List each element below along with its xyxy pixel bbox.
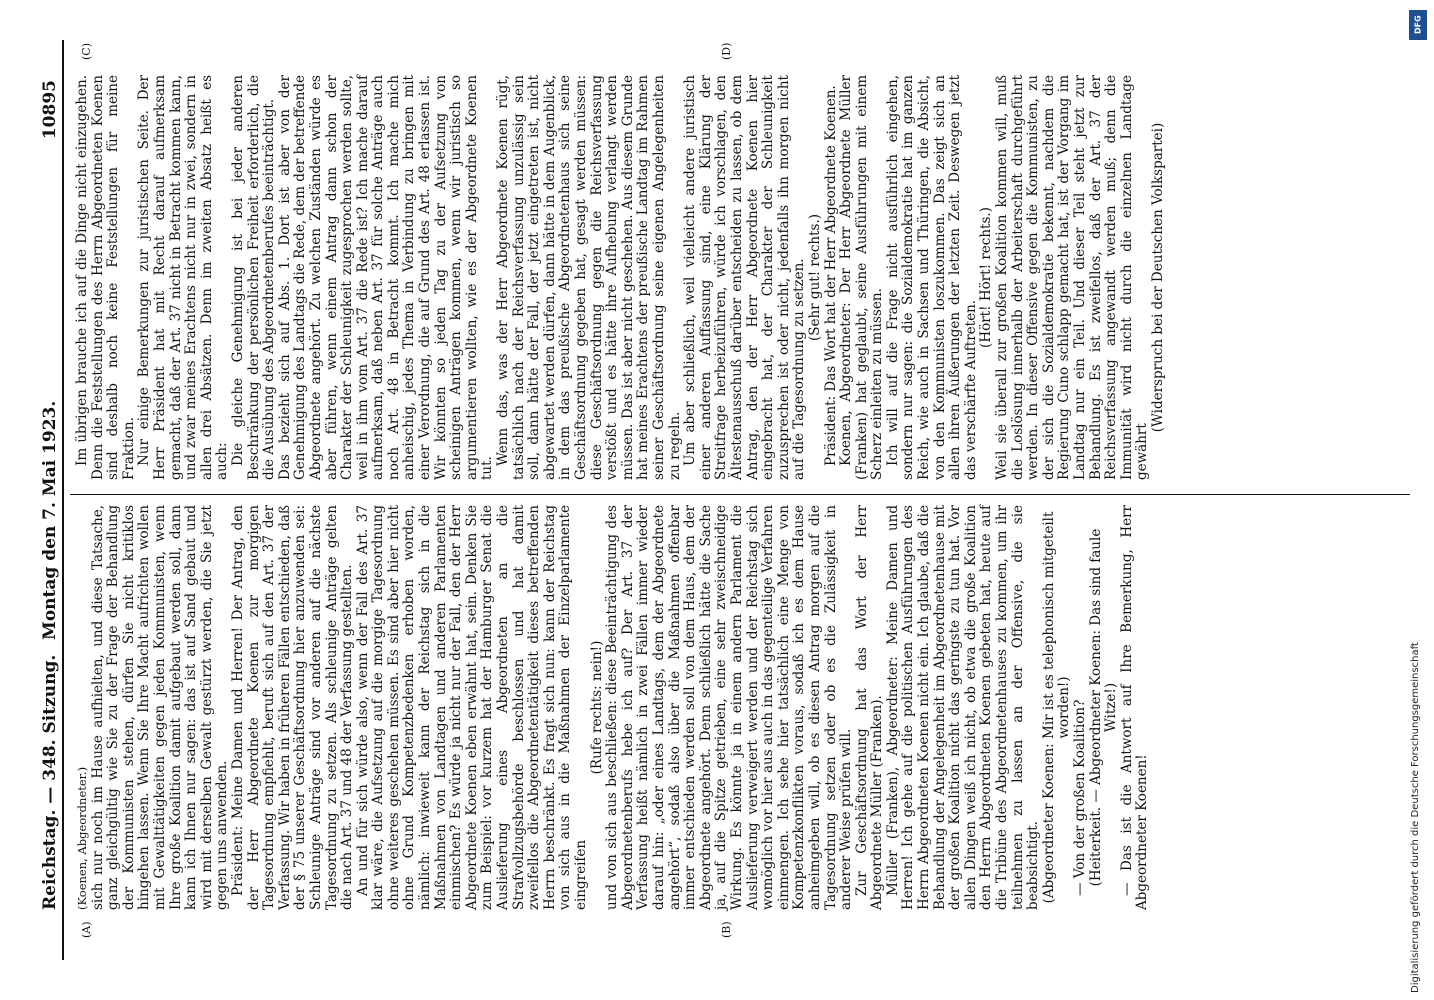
paragraph: Nur einige Bemerkungen zur juristischen Seite. Der Herr Präsident hat mit Recht darauf aufmerksam gemacht, daß der Art. 37 nicht in Betracht kommen kann, und zwar meines Erachtens nicht nur in zwei, sondern in allen drei Absätzen. Denn im zweiten Absatz heißt es auch: [136, 75, 231, 480]
digitization-imprint [1408, 8, 1430, 993]
imprint-text: Digitalisierung gefördert durch die Deutsche Forschungsgemeinschaft [1410, 642, 1421, 993]
margin-marker-d: (D) [720, 42, 733, 60]
paragraph: Zur Geschäftsordnung hat das Wort der Herr Abgeordnete Müller (Franken). [853, 505, 886, 910]
running-head-left: Reichstag. — 348. Sitzung. [40, 654, 60, 910]
paragraph: Ich will auf die Frage nicht ausführlich eingehen, sondern nur sagen: die Sozialdemokratie hat im ganzen Reich, wie auch in Sachsen und Thüringen, die Absicht, von den Kommunisten loszukommen. Das zeigt sich an allen ihren Äußerungen der letzten Zeit. Deswegen jetzt das verschärfte Auftreten. [884, 75, 979, 480]
speaker-note: (Koenen, Abgeordneter.) [75, 766, 89, 910]
interjection: (Sehr gut! rechts.) [806, 213, 823, 342]
right-column [75, 75, 1167, 480]
margin-marker-b: (B) [720, 921, 733, 938]
page-number: 10895 [40, 80, 60, 140]
paragraph: Um aber schließlich, weil vielleicht andere juristisch einer anderen Auffassung sind, eine Klärung der Streitfrage herbeizuführen, würde ich vorschlagen, den Ältestenausschuß darüber entscheiden zu lassen, ob dem Antrag, den der Herr Abgeordnete Koenen hier eingebracht hat, der Charakter der Schleunigkeit zuzusprechen ist oder nicht, jedenfalls ihn morgen nicht auf die Tagesordnung zu setzen. [682, 75, 808, 480]
quotation: Die gleiche Genehmigung ist bei jeder anderen Beschränkung der persönlichen Freiheit erforderlich, die die Ausübung des Abgeordnetenberufes beeinträchtigt. [229, 75, 278, 480]
header-rule [62, 40, 64, 960]
paragraph: Koenen, Abgeordneter: Der Herr Abgeordnete Müller (Franken) hat geglaubt, seine Ausführungen mit einem Scherz einleiten zu müssen. [838, 75, 886, 480]
margin-marker-a: (A) [80, 921, 93, 938]
interjection: (Widerspruch bei der Deutschen Volkspartei) [1149, 122, 1166, 433]
paragraph: — Das ist die Antwort auf Ihre Bemerkung, Herr Abgeordneter Koenen! [1118, 505, 1151, 910]
paragraph: Müller (Franken), Abgeordneter: Meine Damen und Herren! Ich gehe auf die politischen Ausführungen des Herrn Abgeordneten Koenen nicht ein. Ich glaube, daß die Behandlung der Angelegenheit im Abgeordnetenhause mit der großen Koalition nicht das geringste zu tun hat. Vor allen Dingen weiß ich nicht, ob etwa die große Koalition den Herrn Abgeordneten Koenen gebeten hat, heute auf die Tribüne des Abgeordnetenhauses zu kommen, um ihr teilnehmen zu lassen an der Offensive, die sie beabsichtigt. [884, 505, 1042, 910]
margin-marker-c: (C) [80, 43, 93, 60]
interjection: (Heiterkeit. — Abgeordneter Koenen: Das sind faule Witze!) [1087, 528, 1120, 887]
paragraph: Wenn das, was der Herr Abgeordnete Koenen rügt, tatsächlich nach der Reichsverfassung unzulässig sein soll, dann hätte der Fall, der jetzt eingetreten ist, nicht abgewartet werden dürfen, dann hätte in dem Augenblick, in dem das preußische Abgeordnetenhaus sich seine Geschäftsordnung gegeben hat, gesagt werden müssen: diese Geschäftsordnung gegen die Reichsverfassung verstößt und es hätte ihre Aufhebung verlangt werden müssen. Das ist aber nicht geschehen. Aus diesem Grunde hat meines Erachtens der preußische Landtag im Rahmen seiner Geschäftsordnung seine eigenen Angelegenheiten zu regeln. [495, 75, 683, 480]
paragraph: — Von der großen Koalition? [1072, 699, 1088, 896]
dfg-logo: DFG [1409, 10, 1427, 40]
running-head-date: Montag den 7. Mai 1923. [40, 400, 60, 640]
paragraph: sich nur noch im Hause aufhielten, und diese Tatsache, ganz gleichgültig wie Sie zu der Frage der Behandlung der Kommunisten stehen, dürfen Sie nicht kritiklos hingehen lassen. Wenn Sie Ihre Macht aufrichten wollen mit Gewalttätigkeiten gegen jeden Kommunisten, wenn Ihre große Koalition damit aufgebaut werden soll, dann kann ich Ihnen nur sagen: das ist auf Sand gebaut und wird mit derselben Gewalt gestürzt werden, die Sie jetzt gegen uns anwenden. [89, 505, 231, 910]
interjection: (Rufe rechts: nein!) [588, 640, 605, 775]
interjection: (Abgeordneter Koenen: Mir ist es telephonisch mitgeteilt worden!) [1040, 511, 1073, 904]
left-column [75, 505, 1151, 910]
paragraph: Präsident: Meine Damen und Herren! Der Antrag, den der Herr Abgeordnete Koenen zur morgigen Tagesordnung empfiehlt, beruft sich auf den Art. 37 der Verfassung. Wir haben in früheren Fällen entschieden, daß der § 75 unserer Geschäftsordnung hier anzuwenden sei: Schleunige Anträge sind vor anderen auf die nächste Tagesordnung zu setzen. Als schleunige Anträge gelten die nach Art. 37 und 48 der Verfassung gestellten. [229, 505, 356, 910]
interjection: (Hört! Hört! rechts.) [978, 207, 995, 348]
paragraph: An und für sich würde also, wenn der Fall des Art. 37 klar wäre, die Aufsetzung auf die morgige Tagesordnung ohne weiteres geschehen müssen. Es sind aber hier nicht ohne Grund Kompetenzbedenken erhoben worden, nämlich: inwieweit kann der Reichstag sich in die Maßnahmen von Landtagen und anderen Parlamenten einmischen? Es würde ja nicht nur der Fall, den der Herr Abgeordnete Koenen eben erwähnt hat, sein. Denken Sie zum Beispiel: vor kurzem hat der Hamburger Senat die Auslieferung eines Abgeordneten an die Strafvollzugsbehörde beschlossen und hat damit zweifellos die Abgeordnetentätigkeit dieses betreffenden Herrn beschränkt. Es fragt sich nun: kann der Reichstag von sich aus in die Maßnahmen der Einzelparlamente eingreifen [354, 505, 589, 910]
paragraph: Das bezieht sich auf Abs. 1. Dort ist aber von der Genehmigung des Landtags die Rede, dem der betreffende Abgeordnete angehört. Zu welchen Zuständen würde es aber führen, wenn einem Antrag dann schon der Charakter der Schleunigkeit zugesprochen werden sollte, weil in ihm vom Art. 37 die Rede ist? Ich mache darauf aufmerksam, daß neben Art. 37 für solche Anträge auch noch Art. 48 in Betracht kommt. Ich mache mich anheischig, jedes Thema in Verbindung zu bringen mit einer Verordnung, die auf Grund des Art. 48 erlassen ist. Wir könnten so jeden Tag zu der Aufsetzung von scheinigen Anträgen kommen, wenn wir juristisch so argumentieren wollten, wie es der Abgeordnete Koenen tut. [276, 75, 496, 480]
paragraph: Präsident: Das Wort hat der Herr Abgeordnete Koenen. [822, 85, 839, 466]
paragraph: und von sich aus beschließen: diese Beeinträchtigung des Abgeordnetenberufs hebe ich auf? Der Art. 37 der Verfassung heißt nämlich in zwei Fällen immer wieder darauf hin: „oder eines Landtags, dem der Abgeordnete angehört“, sodaß also über die Maßnahmen offenbar immer entschieden werden soll von dem Haus, dem der Abgeordnete angehört. Denn schließlich hätte die Sache ja, auf die Spitze getrieben, eine sehr zweischneidige Wirkung. Es könnte ja in einem andern Parlament die Auslieferung verweigert werden und der Reichstag sich womöglich vor hier aus auch in das gegenteilige Verfahren einmengen. Ich sehe hier tatsächlich eine Menge von Kompetenzkonflikten voraus, sodaß ich es dem Hause anheimgeben will, ob es diesen Antrag morgen auf die Tagesordnung setzen oder ob es die Zulässigkeit in anderer Weise prüfen will. [604, 505, 855, 910]
paragraph: Im übrigen brauche ich auf die Dinge nicht einzugehen. Denn die Feststellungen des Herrn Abgeordneten Koenen sind deshalb noch keine Feststellungen für meine Fraktion. [74, 75, 137, 480]
column-divider [70, 494, 1410, 495]
paragraph: Weil sie überall zur großen Koalition kommen will, muß die Loslösung innerhalb der Arbeiterschaft durchgeführt werden. In dieser Offensive gegen die Kommunisten, zu der sich die Sozialdemokratie bekennt, nachdem die Regierung Cuno schlapp gemacht hat, ist der Vorgang im Landtag nur ein Teil. Und dieser Teil steht jetzt zur Behandlung. Es ist zweifellos, daß der Art. 37 der Reichsverfassung angewandt werden muß; denn die Immunität wird nicht durch die einzelnen Landtage gewährt [994, 75, 1151, 480]
